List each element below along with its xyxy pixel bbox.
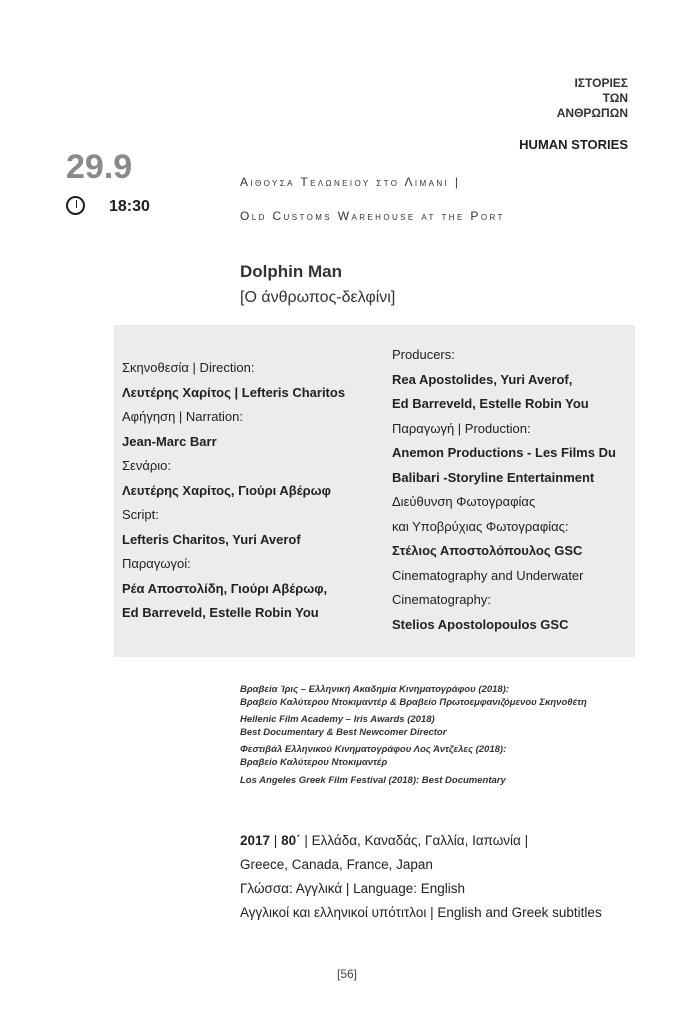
countries-english: Greece, Canada, France, Japan [240, 857, 433, 872]
credit-line: και Υποβρύχιας Φωτογραφίας: [392, 518, 569, 534]
separator: | [270, 833, 282, 848]
section-title-english: HUMAN STORIES [519, 137, 628, 152]
section-title-greek [557, 76, 628, 121]
award-line: Βραβεία Ίρις – Ελληνική Ακαδημία Κινηματογράφου (2018): [240, 684, 509, 695]
credit-line: Λευτέρης Χαρίτος, Γιούρι Αβέρωφ [122, 482, 331, 498]
film-title-greek: [Ο άνθρωπος-δελφίνι] [240, 289, 396, 306]
credit-line: Cinematography: [392, 592, 491, 607]
subtitles-line: Αγγλικοί και ελληνικοί υπότιτλοι | English and Greek subtitles [240, 905, 602, 920]
countries-greek: | Ελλάδα, Καναδάς, Γαλλία, Ιαπωνία | [300, 833, 529, 848]
screening-time: 18:30 [109, 198, 150, 215]
film-year: 2017 [240, 833, 271, 848]
award-line: Los Angeles Greek Film Festival (2018): Best Documentary [240, 774, 506, 786]
credit-line: Ed Barreveld, Estelle Robin You [392, 396, 589, 411]
credit-line: Διεύθυνση Φωτογραφίας [392, 494, 536, 509]
film-info [240, 829, 602, 925]
credit-line: Producers: [392, 347, 455, 362]
award-line: Βραβείο Καλύτερου Ντοκιμαντέρ [240, 756, 388, 768]
credits-box [114, 325, 635, 657]
award-line: Φεστιβάλ Ελληνικού Κινηματογράφου Λος Άντζελες (2018): [240, 744, 507, 756]
credit-line: Lefteris Charitos, Yuri Averof [122, 531, 301, 547]
credit-line: Balibari -Storyline Entertainment [392, 469, 595, 485]
credit-line: Jean-Marc Barr [122, 433, 217, 449]
award-line: Βραβείο Καλύτερου Ντοκιμαντέρ & Βραβείο Πρωτοεμφανιζόμενου Σκηνοθέτη [240, 696, 587, 708]
section-title-line: ΙΣΤΟΡΙΕΣ [574, 76, 628, 90]
credit-line: Παραγωγή | Production: [392, 420, 531, 436]
section-title-line: ΑΝΘΡΩΠΩΝ [556, 106, 628, 120]
credit-line: Αφήγηση | Narration: [122, 409, 243, 424]
credit-line: Στέλιος Αποστολόπουλος GSC [392, 543, 583, 558]
language-line: Γλώσσα: Αγγλικά | Language: English [240, 881, 465, 896]
credits-left-column [122, 356, 345, 626]
year-duration-line [240, 829, 602, 853]
credit-line: Cinematography and Underwater [392, 567, 584, 583]
page-number: [56] [336, 967, 357, 981]
section-title-line: ΤΩΝ [602, 91, 628, 105]
film-title: Dolphin Man [240, 262, 342, 281]
clock-icon [66, 196, 85, 215]
credit-line: Παραγωγοί: [122, 556, 191, 571]
venue-greek: Αιθουσα Τελωνειου στο Λιμανι | [240, 175, 461, 189]
credit-line: Σενάριο: [122, 458, 171, 473]
credits-right-column [392, 343, 616, 637]
screening-date: 29.9 [66, 148, 133, 186]
credit-line: Ed Barreveld, Estelle Robin You [122, 605, 319, 620]
award-line: Hellenic Film Academy – Iris Awards (2018) [240, 714, 435, 726]
credit-line: Ρέα Αποστολίδη, Γιούρι Αβέρωφ, [122, 580, 328, 596]
credit-line: Σκηνοθεσία | Direction: [122, 360, 255, 375]
credit-line: Stelios Apostolopoulos GSC [392, 616, 569, 632]
awards-list [240, 684, 587, 787]
venue-english: Old Customs Warehouse at the Port [240, 209, 505, 223]
credit-line: Anemon Productions - Les Films Du [392, 445, 616, 460]
award-line: Best Documentary & Best Newcomer Director [240, 726, 447, 738]
credit-line: Script: [122, 507, 159, 522]
film-duration: 80΄ [281, 833, 301, 848]
credit-line: Λευτέρης Χαρίτος | Lefteris Charitos [122, 384, 346, 400]
credit-line: Rea Apostolides, Yuri Averof, [392, 371, 573, 387]
